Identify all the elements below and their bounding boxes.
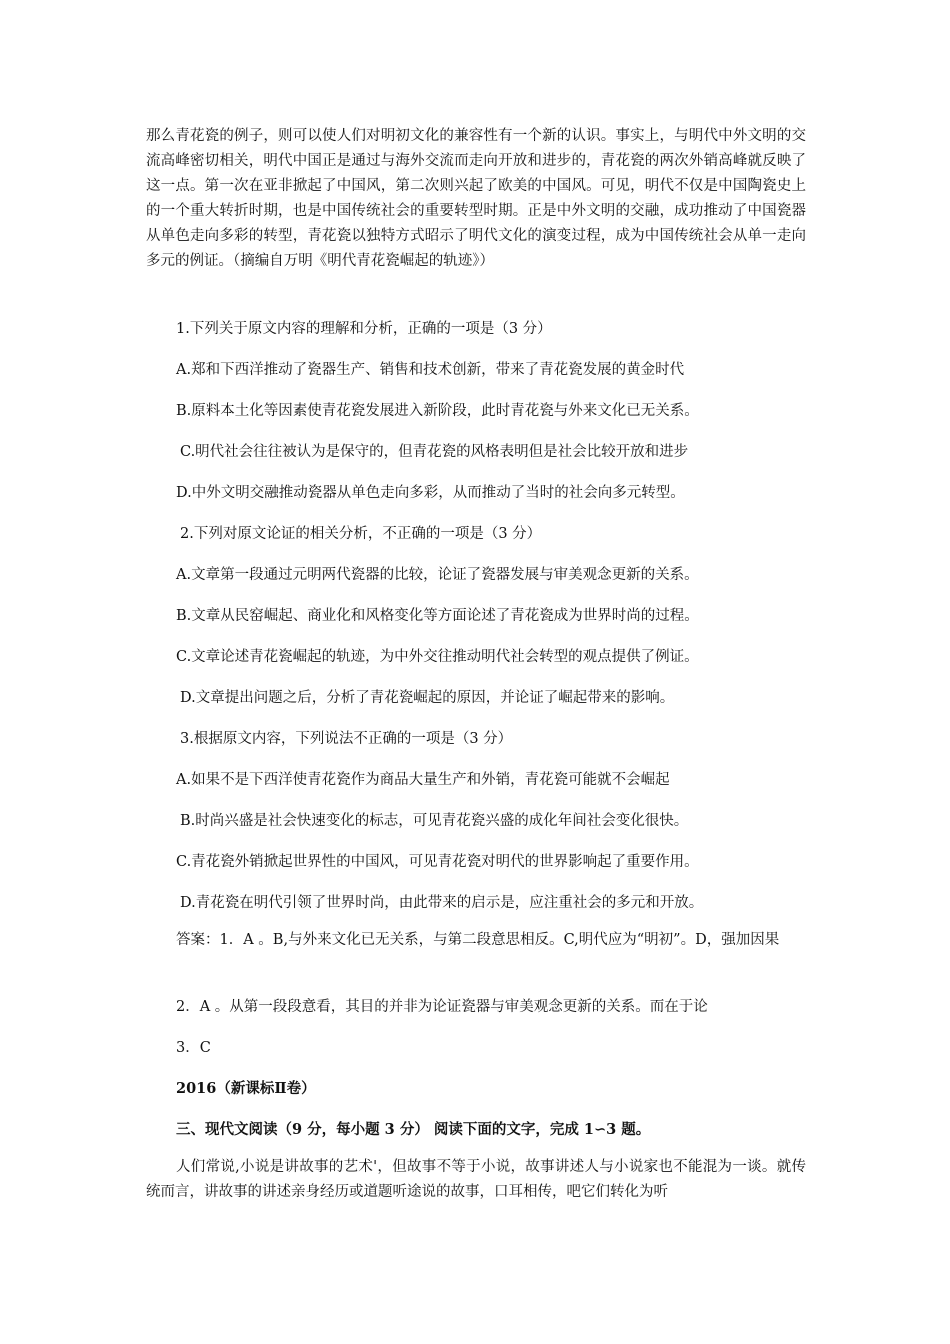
question-2-option-b: B.文章从民窑崛起、商业化和风格变化等方面论述了青花瓷成为世界时尚的过程。 <box>176 608 699 624</box>
question-1-option-c: C.明代社会往往被认为是保守的，但青花瓷的风格表明但是社会比较开放和进步 <box>180 444 689 460</box>
question-2-option-d: D.文章提出问题之后，分析了青花瓷崛起的原因，并论证了崛起带来的影响。 <box>180 690 675 706</box>
question-2-stem: 2.下列对原文论证的相关分析，不正确的一项是（3 分） <box>180 526 542 542</box>
question-1-option-d: D.中外文明交融推动瓷器从单色走向多彩，从而推动了当时的社会向多元转型。 <box>176 485 685 501</box>
question-2-option-a: A.文章第一段通过元明两代瓷器的比较，论证了瓷器发展与审美观念更新的关系。 <box>176 567 699 583</box>
part-heading: 三、现代文阅读（9 分，每小题 3 分） 阅读下面的文字，完成 1∽3 题。 <box>176 1121 651 1138</box>
question-1-stem: 1.下列关于原文内容的理解和分析，正确的一项是（3 分） <box>176 321 552 337</box>
question-3-stem: 3.根据原文内容，下列说法不正确的一项是（3 分） <box>180 731 513 747</box>
answer-2: 2．A 。从第一段段意看，其目的并非为论证瓷器与审美观念更新的关系。而在于论 <box>176 999 708 1015</box>
intro-paragraph: 那么青花瓷的例子，则可以使人们对明初文化的兼容性有一个新的认识。事实上，与明代中外文明的交流高峰密切相关，明代中国正是通过与海外交流而走向开放和进步的，青花瓷的两次外销高峰就反映了这一点。第一次在亚非掀起了中国风，第二次则兴起了欧美的中国风。可见，明代不仅是中国陶瓷史上的一个重大转折时期，也是中国传统社会的重要转型时期。正是中外文明的交融，成功推动了中国瓷器从单色走向多彩的转型，青花瓷以独特方式昭示了明代文化的演变过程，成为中国传统社会从单一走向多元的例证。（摘编自万明《明代青花瓷崛起的轨迹》） <box>146 128 806 269</box>
answer-3: 3．C <box>176 1040 211 1056</box>
year-heading: 2016（新课标Ⅱ卷） <box>176 1080 316 1097</box>
question-3-option-d: D.青花瓷在明代引领了世界时尚，由此带来的启示是，应注重社会的多元和开放。 <box>180 895 704 911</box>
question-1-option-b: B.原料本土化等因素使青花瓷发展进入新阶段，此时青花瓷与外来文化已无关系。 <box>176 403 699 419</box>
answer-1: 答案：1．A 。B,与外来文化已无关系，与第二段意思相反。C,明代应为“明初”。D，强加因果 <box>176 932 780 948</box>
question-3-option-b: B.时尚兴盛是社会快速变化的标志，可见青花瓷兴盛的成化年间社会变化很快。 <box>180 813 689 829</box>
question-2-option-c: C.文章论述青花瓷崛起的轨迹，为中外交往推动明代社会转型的观点提供了例证。 <box>176 649 699 665</box>
question-3-option-a: A.如果不是下西洋使青花瓷作为商品大量生产和外销，青花瓷可能就不会崛起 <box>176 772 670 788</box>
passage-start: 人们常说,小说是讲故事的艺术'，但故事不等于小说，故事讲述人与小说家也不能混为一谈。就传统而言，讲故事的讲述亲身经历或道题听途说的故事，口耳相传，吧它们转化为听 <box>146 1159 806 1200</box>
question-1-option-a: A.郑和下西洋推动了瓷器生产、销售和技术创新，带来了青花瓷发展的黄金时代 <box>176 362 685 378</box>
question-3-option-c: C.青花瓷外销掀起世界性的中国风，可见青花瓷对明代的世界影响起了重要作用。 <box>176 854 699 870</box>
